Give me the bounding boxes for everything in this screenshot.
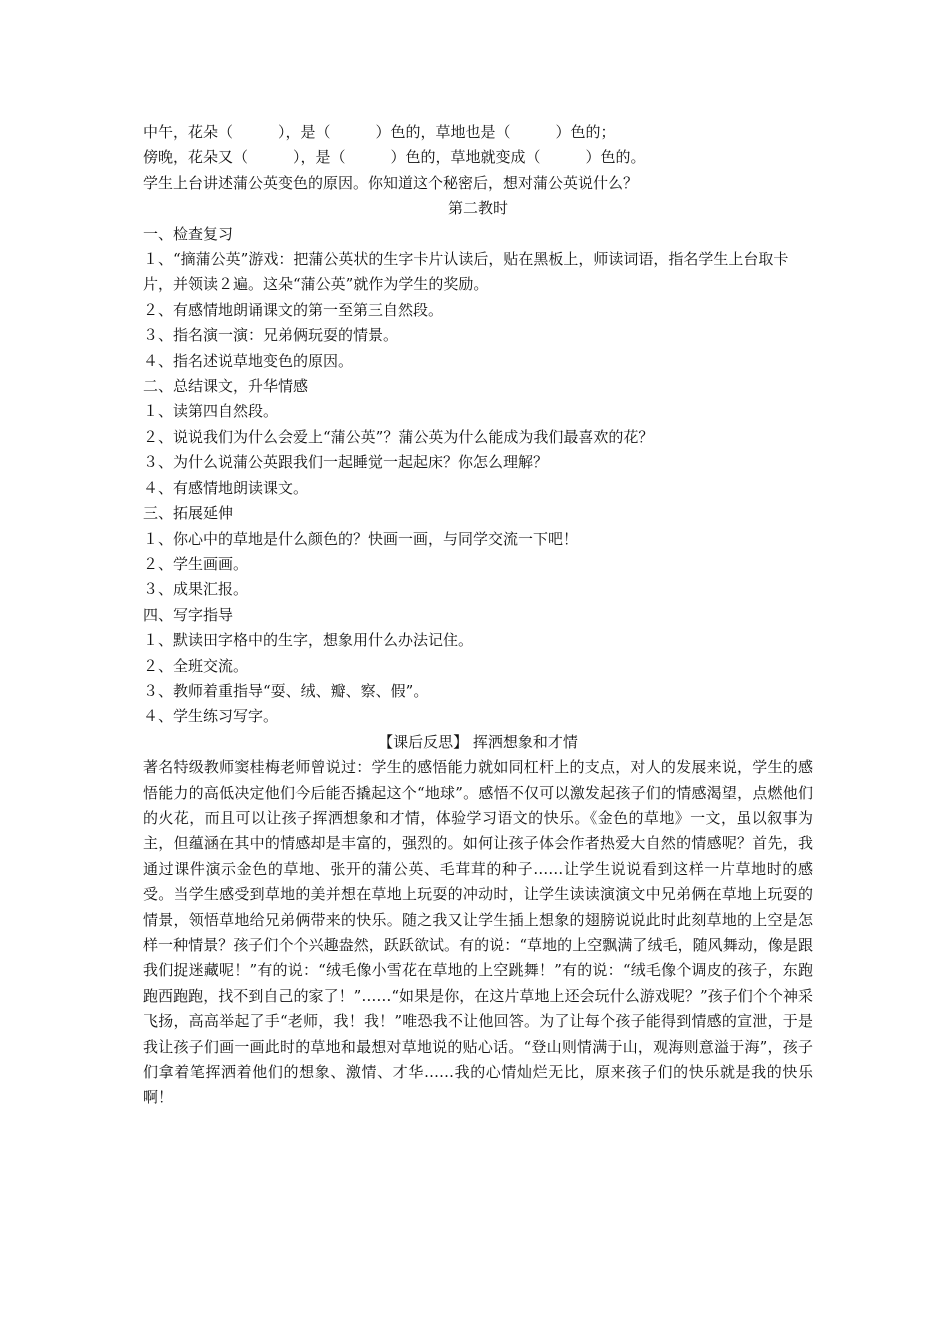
intro-line: 傍晚，花朵又（ ），是（ ）色的，草地就变成（ ）色的。 [143, 148, 646, 167]
section-item: ２、有感情地朗诵课文的第一至第三自然段。 [143, 300, 444, 319]
section-item: １、默读田字格中的生字，想象用什么办法记住。 [143, 631, 474, 650]
lesson-title: 第二教时 [447, 199, 508, 218]
section-heading: 二、总结课文，升华情感 [143, 377, 309, 396]
section-item: ４、学生练习写字。 [143, 707, 279, 726]
section-item: ４、有感情地朗读课文。 [143, 478, 309, 497]
section-item: ３、成果汇报。 [143, 580, 249, 599]
document-page [143, 120, 813, 1111]
section-item: ２、全班交流。 [143, 656, 249, 675]
reflection-paragraph: 著名特级教师窦桂梅老师曾说过：学生的感悟能力就如同杠杆上的支点，对人的发展来说，学生的感悟能力的高低决定他们今后能否撬起这个“地球”。感悟不仅可以激发起孩子们的情感渴望，点燃他们的火花，而且可以让孩子挥洒想象和才情，体验学习语文的快乐。《金色的草地》一文，虽以叙事为主，但蕴涵在其中的情感却是丰富的，强烈的。如何让孩子体会作者热爱大自然的情感呢？首先，我通过课件演示金色的草地、张开的蒲公英、毛茸茸的种子……让学生说说看到这样一片草地时的感受。当学生感受到草地的美并想在草地上玩耍的冲动时，让学生读读演演文中兄弟俩在草地上玩耍的情景，领悟草地给兄弟俩带来的快乐。随之我又让学生插上想象的翅膀说说此时此刻草地的上空是怎样一种情景？孩子们个个兴趣盎然，跃跃欲试。有的说：“草地的上空飘满了绒毛，随风舞动，像是跟我们捉迷藏呢！”有的说：“绒毛像小雪花在草地的上空跳舞！”有的说：“绒毛像个调皮的孩子，东跑跑西跑跑，找不到自己的家了！”……“如果是你，在这片草地上还会玩什么游戏呢？”孩子们个个神采飞扬，高高举起了手“老师，我！我！”唯恐我不让他回答。为了让每个孩子能得到情感的宣泄，于是我让孩子们画一画此时的草地和最想对草地说的贴心话。“登山则情满于山，观海则意溢于海”，孩子们拿着笔挥洒着他们的想象、激情、才华……我的心情灿烂无比，原来孩子们的快乐就是我的快乐啊！ [143, 758, 813, 1107]
section-item: １、你心中的草地是什么颜色的？快画一画，与同学交流一下吧！ [143, 529, 579, 548]
intro-line: 中午，花朵（ ），是（ ）色的，草地也是（ ）色的； [143, 123, 616, 141]
reflection-title: 【课后反思】 挥洒想象和才情 [378, 732, 578, 751]
section-heading: 三、拓展延伸 [143, 504, 234, 523]
section-item: ３、指名演一演：兄弟俩玩耍的情景。 [143, 326, 399, 345]
section-heading: 四、写字指导 [143, 605, 234, 624]
section-heading: 一、检查复习 [143, 224, 234, 243]
section-item: ４、指名述说草地变色的原因。 [143, 351, 354, 370]
section-item: ３、教师着重指导“耍、绒、瓣、察、假”。 [143, 681, 429, 700]
section-item: ３、为什么说蒲公英跟我们一起睡觉一起起床？你怎么理解？ [143, 453, 549, 472]
section-item: ２、说说我们为什么会爱上“蒲公英”？蒲公英为什么能成为我们最喜欢的花？ [143, 427, 654, 446]
section-item: １、读第四自然段。 [143, 402, 279, 421]
section-item: ２、学生画画。 [143, 554, 249, 573]
section-item: １、“摘蒲公英”游戏：把蒲公英状的生字卡片认读后，贴在黑板上，师读词语，指名学生上台取卡片，并领读２遍。这朵“蒲公英”就作为学生的奖励。 [143, 250, 789, 294]
intro-line: 学生上台讲述蒲公英变色的原因。你知道这个秘密后，想对蒲公英说什么？ [143, 173, 639, 192]
